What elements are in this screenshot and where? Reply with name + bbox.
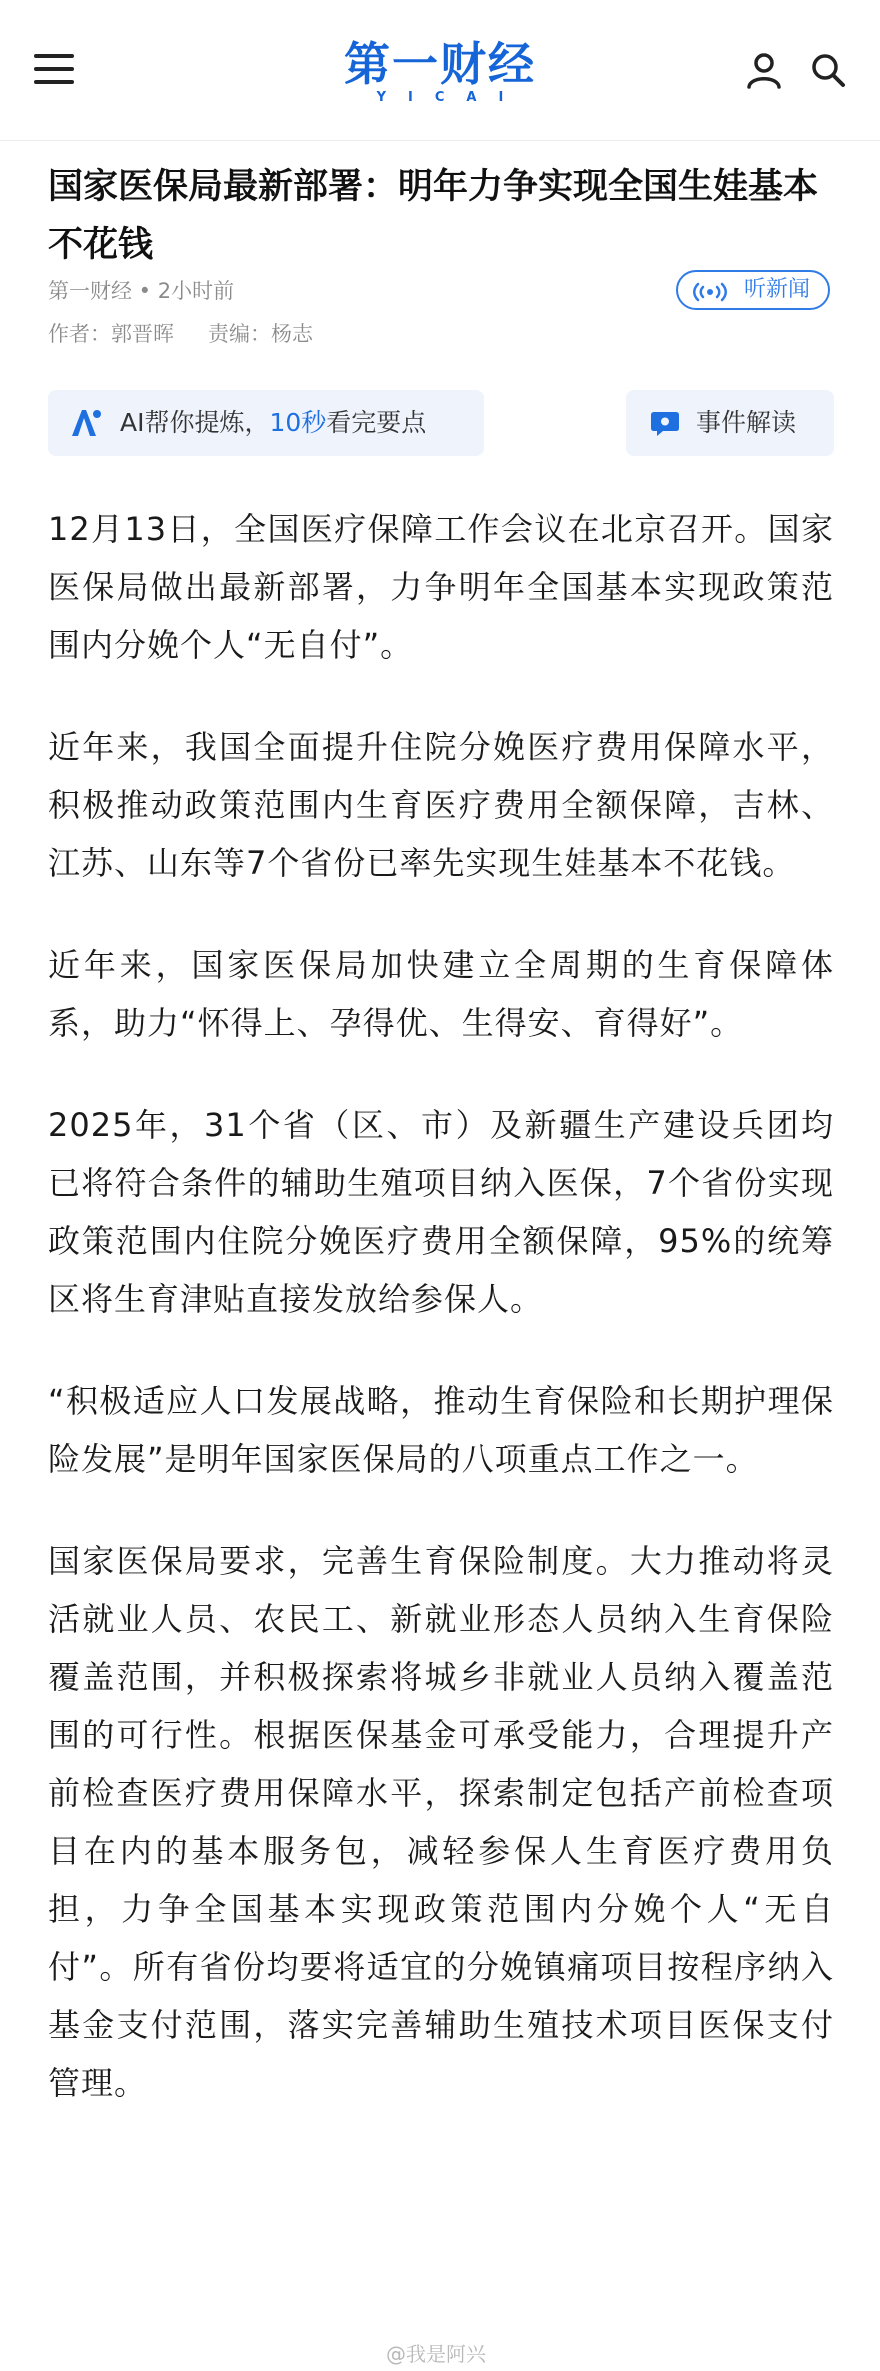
ai-summary-suffix: 看完要点: [326, 408, 427, 437]
article-paragraph: “积极适应人口发展战略，推动生育保险和长期护理保险发展”是明年国家医保局的八项重点工作之一。: [48, 1382, 834, 1478]
article-paragraph: 近年来，国家医保局加快建立全周期的生育保障体系，助力“怀得上、孕得优、生得安、育得好”。: [48, 946, 834, 1042]
app-header: [0, 0, 880, 140]
watermark: @我是阿兴: [386, 2342, 486, 2366]
search-icon[interactable]: [808, 50, 848, 90]
event-analysis-label: 事件解读: [696, 408, 797, 437]
article-paragraph: 12月13日，全国医疗保障工作会议在北京召开。国家医保局做出最新部署，力争明年全国基本实现政策范围内分娩个人“无自付”。: [48, 510, 834, 664]
article-paragraph: 国家医保局要求，完善生育保险制度。大力推动将灵活就业人员、农民工、新就业形态人员纳入生育保险覆盖范围，并积极探索将城乡非就业人员纳入覆盖范围的可行性。根据医保基金可承受能力，合理提升产前检查医疗费用保障水平，探索制定包括产前检查项目在内的基本服务包，减轻参保人生育医疗费用负担，力争全国基本实现政策范围内分娩个人“无自付”。所有省份均要将适宜的分娩镇痛项目按程序纳入基金支付范围，落实完善辅助生殖技术项目医保支付管理。: [48, 1542, 834, 2102]
ai-summary-button[interactable]: [48, 390, 484, 456]
article-title: 国家医保局最新部署：明年力争实现全国生娃基本不花钱: [48, 167, 819, 265]
editor-label: 责编：杨志: [208, 322, 313, 346]
ai-summary-highlight: 10秒: [269, 408, 327, 437]
listen-news-button[interactable]: [676, 270, 830, 310]
listen-news-label: 听新闻: [744, 277, 811, 302]
logo-text: 第一财经: [344, 37, 536, 91]
chat-bubble-icon: [650, 410, 680, 438]
menu-icon[interactable]: [34, 54, 74, 86]
article-source-time: 第一财经 • 2小时前: [48, 279, 235, 303]
logo-subtext: YICAI: [376, 90, 526, 105]
user-icon[interactable]: [744, 50, 784, 90]
ai-summary-prefix: AI帮你提炼，: [120, 408, 270, 437]
article-byline: [48, 318, 313, 348]
author-label: 作者：郭晋晖: [48, 322, 174, 346]
event-analysis-button[interactable]: [626, 390, 834, 456]
site-logo[interactable]: [340, 38, 540, 108]
article-paragraph: 近年来，我国全面提升住院分娩医疗费用保障水平，积极推动政策范围内生育医疗费用全额保障，吉林、江苏、山东等7个省份已率先实现生娃基本不花钱。: [48, 728, 834, 882]
ai-spark-icon: [70, 408, 102, 438]
ai-summary-text: [120, 390, 426, 456]
article-body: [48, 500, 834, 2156]
audio-wave-icon: [692, 279, 728, 301]
article-paragraph: 2025年，31个省（区、市）及新疆生产建设兵团均已将符合条件的辅助生殖项目纳入医保，7个省份实现政策范围内住院分娩医疗费用全额保障，95%的统筹区将生育津贴直接发放给参保人。: [48, 1106, 834, 1318]
header-divider: [0, 140, 880, 141]
